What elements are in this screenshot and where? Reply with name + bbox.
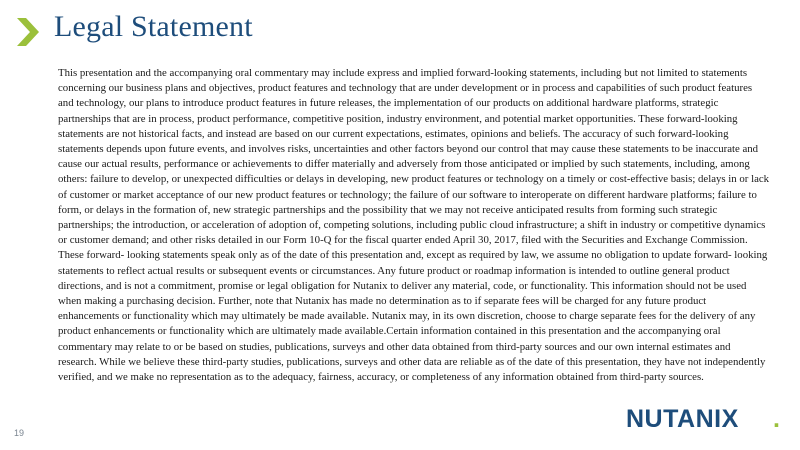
page-number: 19	[14, 428, 25, 438]
logo-mark: .	[773, 405, 780, 433]
logo-text: NUTANIX	[626, 405, 739, 433]
chevron-right-icon	[17, 18, 39, 46]
legal-statement-text: This presentation and the accompanying oral commentary may include express and implied forward-looking statements, including but not limited to statements concerning our business plans and objectives, product features and technology that are under development or in process and capabilities of such product features and technology, our plans to introduce product features in future releases, the implementation of our products on additional hardware platforms, strategic partnerships that are in process, product performance, competitive position, industry environment, and potential market opportunities. These forward-looking statements are not historical facts, and instead are based on our current expectations, estimates, opinions and beliefs. The accuracy of such forward-looking statements depends upon future events, and involves risks, uncertainties and other factors beyond our control that may cause these statements to be inaccurate and cause our actual results, performance or achievements to differ materially and adversely from those anticipated or implied by such statements, including, among others: failure to develop, or unexpected difficulties or delays in developing, new product features or technology on a timely or cost-effective basis; delays in or lack of customer or market acceptance of our new product features or technology; the failure of our software to interoperate on different hardware platforms; failure to form, or delays in the formation of, new strategic partnerships and the possibility that we may not receive anticipated results from forming such strategic partnerships; the introduction, or acceleration of adoption of, competing solutions, including public cloud infrastructure; a shift in industry or competitive dynamics or customer demand; and other risks detailed in our Form 10-Q for the fiscal quarter ended April 30, 2017, filed with the Securities and Exchange Commission. These forward- looking statements speak only as of the date of this presentation and, except as required by law, we assume no obligation to update forward- looking statements to reflect actual results or subsequent events or circumstances. Any future product or roadmap information is intended to outline general product directions, and is not a commitment, promise or legal obligation for Nutanix to deliver any material, code, or functionality. This information should not be used when making a purchasing decision. Further, note that Nutanix has made no determination as to if separate fees will be charged for any future product enhancements or functionality which may ultimately be made available. Nutanix may, in its own discretion, choose to charge separate fees for the delivery of any product enhancements or functionality which are ultimately made available.Certain information contained in this presentation and the accompanying oral commentary may relate to or be based on studies, publications, surveys and other data obtained from third-party sources and our own internal estimates and research. While we believe these third-party studies, publications, surveys and other data are reliable as of the date of this presentation, they have not independently verified, and we make no representation as to the adequacy, fairness, accuracy, or completeness of any information obtained from third-party sources.	[58, 67, 770, 384]
nutanix-logo	[626, 402, 786, 434]
page-title: Legal Statement	[54, 10, 253, 43]
